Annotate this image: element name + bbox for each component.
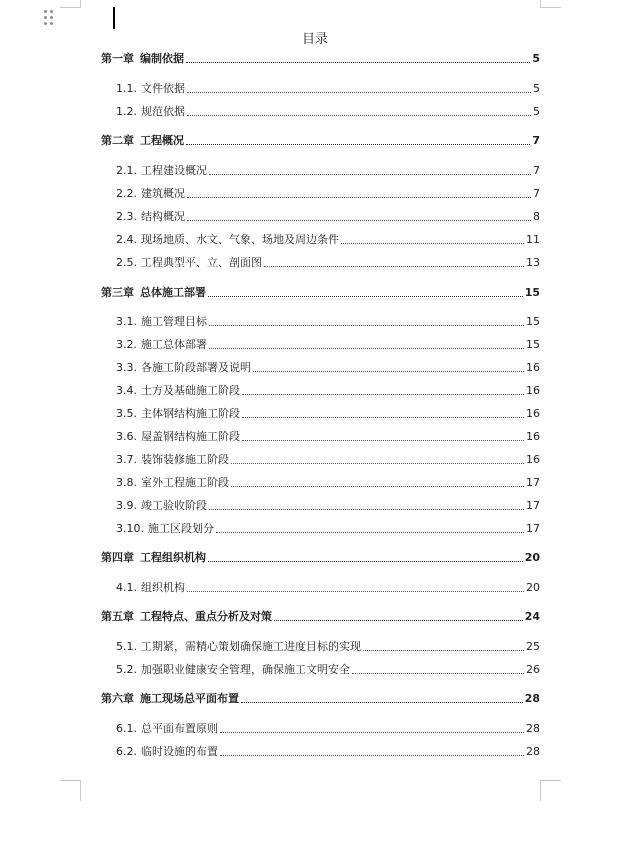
toc-section-entry[interactable] [116, 338, 540, 352]
toc-entry-page-number: 7 [533, 187, 540, 200]
toc-entry-title: 工程概况 [140, 134, 184, 147]
toc-entry-page-number: 16 [526, 430, 540, 443]
toc-entry-number: 5.2. [116, 663, 137, 676]
toc-chapter-entry[interactable] [101, 551, 540, 565]
toc-section-entry[interactable] [116, 453, 540, 467]
toc-dot-leader [187, 220, 531, 221]
toc-entry-page-number: 8 [533, 210, 540, 223]
toc-entry-number: 2.3. [116, 210, 137, 223]
toc-entry-number: 2.4. [116, 233, 137, 246]
toc-dot-leader [242, 394, 524, 395]
toc-entry-page-number: 11 [526, 233, 540, 246]
toc-section-entry[interactable] [116, 82, 540, 96]
toc-entry-number: 3.6. [116, 430, 137, 443]
toc-dot-leader [209, 325, 524, 326]
toc-entry-page-number: 17 [526, 499, 540, 512]
toc-entry-number: 4.1. [116, 581, 137, 594]
toc-entry-title: 工期紧，需精心策划确保施工进度目标的实现 [141, 640, 361, 653]
toc-dot-leader [242, 417, 524, 418]
toc-section-entry[interactable] [116, 722, 540, 736]
toc-entry-title: 施工管理目标 [141, 315, 207, 328]
toc-dot-leader [208, 296, 523, 297]
toc-section-entry[interactable] [116, 256, 540, 270]
toc-section-entry[interactable] [116, 522, 540, 536]
toc-dot-leader [352, 673, 524, 674]
toc-entry-page-number: 28 [524, 692, 540, 705]
toc-section-entry[interactable] [116, 361, 540, 375]
toc-dot-leader [363, 650, 524, 651]
toc-entry-title: 土方及基础施工阶段 [141, 384, 240, 397]
toc-entry-page-number: 5 [532, 52, 540, 65]
toc-entry-title: 室外工程施工阶段 [141, 476, 229, 489]
toc-chapter-entry[interactable] [101, 52, 540, 66]
toc-section-entry[interactable] [116, 476, 540, 490]
toc-dot-leader [264, 266, 524, 267]
toc-entry-title: 建筑概况 [141, 187, 185, 200]
toc-entry-number: 1.2. [116, 105, 137, 118]
toc-section-entry[interactable] [116, 640, 540, 654]
toc-entry-page-number: 15 [526, 338, 540, 351]
toc-dot-leader [187, 115, 531, 116]
toc-entry-title: 组织机构 [141, 581, 185, 594]
toc-entry-page-number: 17 [526, 522, 540, 535]
toc-entry-number: 2.1. [116, 164, 137, 177]
toc-dot-leader [253, 371, 524, 372]
toc-entry-number: 6.2. [116, 745, 137, 758]
toc-dot-leader [274, 620, 523, 621]
toc-dot-leader [209, 174, 531, 175]
page-corner-mark-top-left [60, 0, 81, 8]
toc-dot-leader [187, 197, 531, 198]
toc-entry-title: 主体钢结构施工阶段 [141, 407, 240, 420]
page-corner-mark-bottom-right [540, 780, 561, 801]
toc-section-entry[interactable] [116, 164, 540, 178]
toc-entry-page-number: 28 [526, 745, 540, 758]
toc-entry-title: 规范依据 [141, 105, 185, 118]
toc-entry-number: 6.1. [116, 722, 137, 735]
toc-entry-page-number: 15 [524, 286, 540, 299]
toc-title: 目录 [301, 32, 328, 47]
toc-dot-leader [186, 62, 530, 63]
toc-entry-title: 施工现场总平面布置 [140, 692, 239, 705]
toc-entry-number: 第四章 [101, 551, 134, 564]
toc-entry-title: 加强职业健康安全管理，确保施工文明安全 [141, 663, 350, 676]
toc-entry-title: 施工总体部署 [141, 338, 207, 351]
text-cursor [113, 7, 115, 29]
block-drag-handle-icon[interactable] [44, 10, 54, 28]
toc-chapter-entry[interactable] [101, 610, 540, 624]
toc-dot-leader [187, 591, 524, 592]
toc-entry-page-number: 25 [526, 640, 540, 653]
toc-dot-leader [242, 440, 524, 441]
toc-entry-page-number: 17 [526, 476, 540, 489]
toc-section-entry[interactable] [116, 315, 540, 329]
toc-entry-number: 第五章 [101, 610, 134, 623]
toc-entry-number: 3.4. [116, 384, 137, 397]
toc-entry-page-number: 16 [526, 407, 540, 420]
toc-section-entry[interactable] [116, 105, 540, 119]
toc-entry-number: 第三章 [101, 286, 134, 299]
toc-entry-title: 各施工阶段部署及说明 [141, 361, 251, 374]
toc-entry-title: 编制依据 [140, 52, 184, 65]
toc-dot-leader [220, 732, 524, 733]
toc-dot-leader [208, 561, 523, 562]
toc-dot-leader [209, 348, 524, 349]
toc-section-entry[interactable] [116, 663, 540, 677]
toc-entry-page-number: 16 [526, 361, 540, 374]
toc-entry-number: 3.7. [116, 453, 137, 466]
toc-section-entry[interactable] [116, 430, 540, 444]
toc-entry-title: 结构概况 [141, 210, 185, 223]
toc-section-entry[interactable] [116, 233, 540, 247]
toc-dot-leader [231, 486, 524, 487]
page-corner-mark-top-right [540, 0, 561, 8]
toc-entry-number: 3.3. [116, 361, 137, 374]
toc-entry-title: 工程组织机构 [140, 551, 206, 564]
toc-entry-title: 总平面布置原则 [141, 722, 218, 735]
toc-entry-title: 现场地质、水文、气象、场地及周边条件 [141, 233, 339, 246]
page-corner-mark-bottom-left [60, 780, 81, 801]
toc-entry-page-number: 16 [526, 453, 540, 466]
toc-entry-page-number: 24 [524, 610, 540, 623]
toc-entry-number: 2.2. [116, 187, 137, 200]
toc-dot-leader [216, 532, 524, 533]
toc-entry-number: 第一章 [101, 52, 134, 65]
toc-dot-leader [187, 92, 531, 93]
toc-section-entry[interactable] [116, 210, 540, 224]
toc-entry-page-number: 13 [526, 256, 540, 269]
toc-entry-title: 屋盖钢结构施工阶段 [141, 430, 240, 443]
toc-entry-number: 第二章 [101, 134, 134, 147]
toc-dot-leader [341, 243, 524, 244]
toc-entry-number: 2.5. [116, 256, 137, 269]
toc-entry-page-number: 28 [526, 722, 540, 735]
toc-entry-number: 3.9. [116, 499, 137, 512]
toc-dot-leader [220, 755, 524, 756]
toc-entry-number: 第六章 [101, 692, 134, 705]
toc-entry-title: 临时设施的布置 [141, 745, 218, 758]
toc-chapter-entry[interactable] [101, 692, 540, 706]
toc-entry-number: 3.5. [116, 407, 137, 420]
toc-entry-title: 工程典型平、立、剖面图 [141, 256, 262, 269]
toc-entry-number: 3.1. [116, 315, 137, 328]
toc-entry-page-number: 5 [533, 82, 540, 95]
toc-entry-number: 5.1. [116, 640, 137, 653]
toc-section-entry[interactable] [116, 745, 540, 759]
toc-entry-title: 竣工验收阶段 [141, 499, 207, 512]
toc-entry-number: 3.2. [116, 338, 137, 351]
toc-section-entry[interactable] [116, 407, 540, 421]
toc-section-entry[interactable] [116, 384, 540, 398]
toc-chapter-entry[interactable] [101, 134, 540, 148]
toc-entry-title: 装饰装修施工阶段 [141, 453, 229, 466]
toc-entry-title: 工程建设概况 [141, 164, 207, 177]
toc-entry-number: 3.10. [116, 522, 144, 535]
toc-entry-title: 工程特点、重点分析及对策 [140, 610, 272, 623]
toc-dot-leader [209, 509, 524, 510]
toc-entry-number: 3.8. [116, 476, 137, 489]
toc-dot-leader [241, 702, 523, 703]
toc-entry-title: 施工区段划分 [148, 522, 214, 535]
toc-chapter-entry[interactable] [101, 286, 540, 300]
toc-entry-page-number: 7 [533, 164, 540, 177]
toc-section-entry[interactable] [116, 187, 540, 201]
toc-entry-page-number: 16 [526, 384, 540, 397]
toc-entry-title: 总体施工部署 [140, 286, 206, 299]
toc-entry-page-number: 15 [526, 315, 540, 328]
toc-entry-number: 1.1. [116, 82, 137, 95]
toc-entry-page-number: 20 [526, 581, 540, 594]
toc-entry-page-number: 20 [524, 551, 540, 564]
toc-dot-leader [186, 144, 530, 145]
toc-entry-page-number: 5 [533, 105, 540, 118]
toc-entry-page-number: 26 [526, 663, 540, 676]
toc-section-entry[interactable] [116, 581, 540, 595]
toc-section-entry[interactable] [116, 499, 540, 513]
toc-entry-title: 文件依据 [141, 82, 185, 95]
toc-entry-page-number: 7 [532, 134, 540, 147]
toc-dot-leader [231, 463, 524, 464]
